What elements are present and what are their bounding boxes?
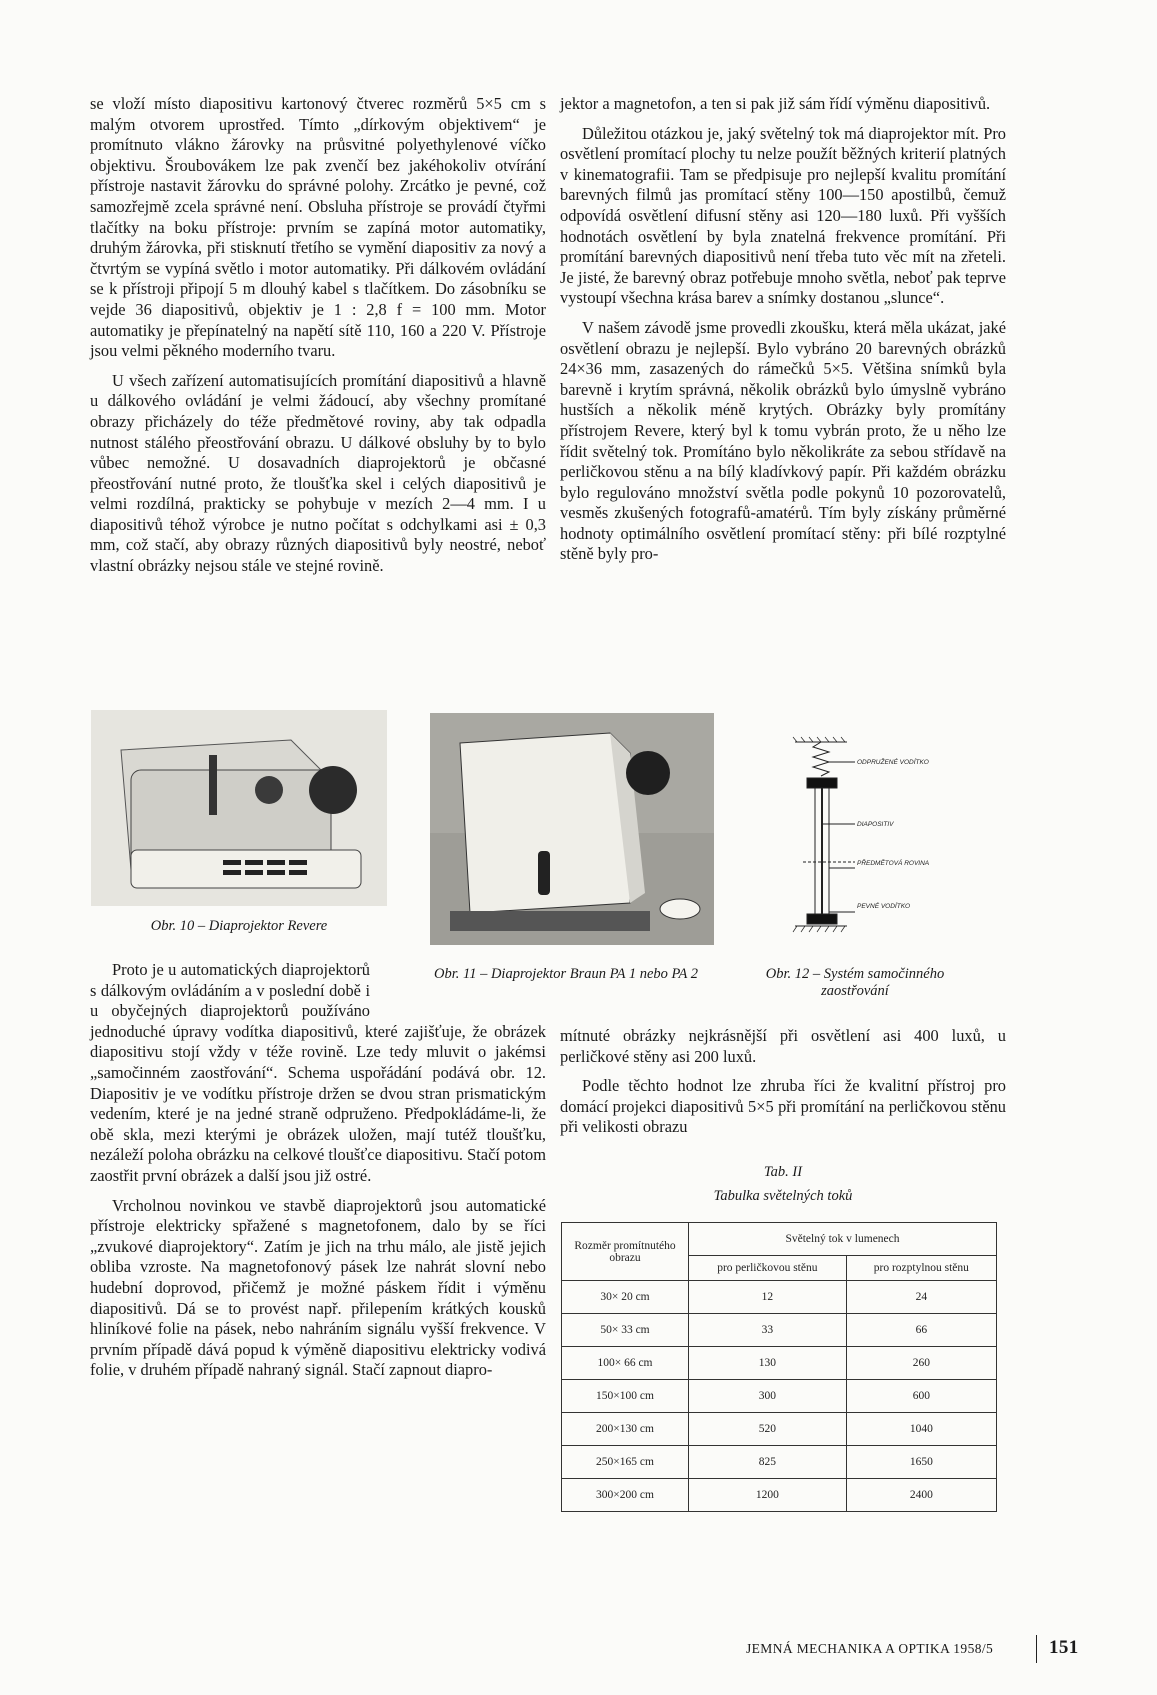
journal-name: JEMNÁ MECHANIKA A OPTIKA 1958/5	[746, 1641, 994, 1656]
table-number: Tab. II	[763, 1164, 803, 1180]
table-row	[562, 1347, 997, 1380]
cell-size: 100× 66 cm	[562, 1347, 689, 1380]
cell-diffuse: 66	[846, 1314, 996, 1347]
cell-diffuse: 24	[846, 1281, 996, 1314]
right-column-bottom	[560, 1026, 1006, 1147]
cell-pearl: 300	[689, 1380, 847, 1413]
cell-pearl: 12	[689, 1281, 847, 1314]
cell-pearl: 520	[689, 1413, 847, 1446]
left-column-top	[90, 94, 546, 586]
projector-revere-image	[91, 710, 387, 906]
cell-pearl: 825	[689, 1446, 847, 1479]
cell-size: 200×130 cm	[562, 1413, 689, 1446]
autofocus-diagram	[785, 736, 985, 946]
column-header-pearl: pro perličkovou stěnu	[689, 1256, 847, 1281]
label-sprung-guide: ODPRUŽENÉ VODÍTKO	[857, 759, 929, 766]
column-header-size: Rozměr promítnutého obrazu	[562, 1223, 689, 1281]
footer-divider	[1036, 1635, 1037, 1663]
figure-12-caption: Obr. 12 – Systém samočinného zaostřování	[765, 966, 945, 999]
table-title: Tabulka světelných toků	[713, 1188, 853, 1204]
page-footer	[746, 1637, 1079, 1658]
figure-11-photo	[430, 713, 714, 945]
table-row	[562, 1479, 997, 1512]
table-row	[562, 1380, 997, 1413]
cell-diffuse: 600	[846, 1380, 996, 1413]
table-row	[562, 1314, 997, 1347]
cell-diffuse: 2400	[846, 1479, 996, 1512]
cell-diffuse: 1650	[846, 1446, 996, 1479]
label-object-plane: PŘEDMĚTOVÁ ROVINA	[857, 860, 930, 867]
column-group-header: Světelný tok v lumenech	[689, 1223, 997, 1256]
figure-10-caption: Obr. 10 – Diaprojektor Revere	[150, 918, 328, 934]
luminous-flux-table	[561, 1222, 997, 1512]
cell-size: 30× 20 cm	[562, 1281, 689, 1314]
cell-size: 250×165 cm	[562, 1446, 689, 1479]
paragraph: Důležitou otázkou je, jaký světelný tok má diaprojektor mít. Pro osvětlení promítací plochy tu nelze použít běžných kriterií platných v kinematografii. Tam se předpisuje pro nejlepší kvalitu promítání barevných filmů jas promítací stěny 100—150 apostilbů, čemuž odpovídá osvětlení difusní stěny asi 120—180 luxů. Při vyšších hodnotách osvětlení by byla znatelná frekvence promítání. Při promítání barevných diapositivů není třeba tuto věc mít na zřeteli. Je jisté, že barevný obraz potřebuje mnoho světla, neboť pak teprve vystoupí všechna krása barev a snímky dostanou „slunce“.	[560, 123, 1006, 308]
cell-pearl: 33	[689, 1314, 847, 1347]
cell-size: 50× 33 cm	[562, 1314, 689, 1347]
paragraph: jektor a magnetofon, a ten si pak již sám řídí výměnu diapositivů.	[560, 94, 991, 113]
figure-10-photo	[91, 710, 387, 906]
label-diapositive: DIAPOSITIV	[857, 821, 894, 828]
paragraph: U všech zařízení automatisujících promítání diapositivů a hlavně u dálkového ovládání je velmi žádoucí, aby všechny promítané obrazy přicházely do téže předmětové roviny, aby tak odpadla nutnost stálého přeostřování obrazu. U dálkové obsluhy by to bylo vůbec nemožné. U dosavadních diaprojektorů je občasné přeostřování nutné proto, že tloušťka skel i celých diapositivů je velmi rozdílná, prakticky se pohybuje v mezích 2—4 mm. I u diapositivů téhož výrobce je nutno počítat s odchylkami asi ± 0,3 mm, což stačí, aby obrazy různých diapositivů byly neostré, neboť vlastní obrázky nejsou stále ve stejné rovině.	[90, 370, 546, 576]
paragraph: Vrcholnou novinkou ve stavbě diaprojektorů jsou automatické přístroje elektricky spřažené s magnetofonem, dalo by se říci „zvukové diaprojektory“. Zatím je jich na trhu málo, ale jistě jejich obliba vzroste. Na magnetofonový pásek lze nahrát slovní nebo hudební doprovod, přičemž je možné páskem řídit i výměnu diapositivů. Dá se to provést např. přilepením krátkých kousků hliníkové folie na pásek, nebo nahráním signálu vyšší frekvence. V prvním případě dává popud k výměně diapositivu elektricky vodivá folie, v druhém případě nahraný signál. Stačí zapnout diapro-	[90, 1195, 546, 1380]
figure-11-caption: Obr. 11 – Diaprojektor Braun PA 1 nebo PA 2	[434, 966, 698, 982]
table-row	[562, 1281, 997, 1314]
cell-pearl: 1200	[689, 1479, 847, 1512]
table-row	[562, 1413, 997, 1446]
column-header-diffuse: pro rozptylnou stěnu	[846, 1256, 996, 1281]
figure-12-diagram	[785, 736, 985, 946]
left-column-bottom	[90, 960, 546, 1390]
table-row	[562, 1446, 997, 1479]
cell-size: 150×100 cm	[562, 1380, 689, 1413]
paragraph: V našem závodě jsme provedli zkoušku, která měla ukázat, jaké osvětlení obrazu je nejlepší. Bylo vybráno 20 barevných obrázků 24×36 mm, zasazených do rámečků 5×5. Většina snímků byla barevně i krytím správná, několik obrázků bylo úmyslně vybráno hustších a několik méně krytých. Obrázky byly promítány přístrojem Revere, který byl k tomu vybrán proto, že u něho lze řídit světelný tok. Promítáno bylo několikráte za sebou střídavě na perličkovou stěnu a na bílý kladívkový papír. Při každém obrázku bylo regulováno množství světla podle pokynů 10 pozorovatelů, vesměs zkušených fotografů-amatérů. Tím byly získány průměrné hodnoty optimálního osvětlení promítací stěny: při bílé rozptylné stěně byly pro-	[560, 317, 1006, 564]
page-number: 151	[1049, 1637, 1079, 1658]
paragraph: mítnuté obrázky nejkrásnější při osvětlení asi 400 luxů, u perličkové stěny asi 200 luxů.	[560, 1026, 1006, 1066]
label-fixed-guide: PEVNÉ VODÍTKO	[857, 903, 911, 910]
paragraph: Proto je u automatických diaprojektorů s dálkovým ovládáním a v poslední době i u obyčejných diaprojektorů používáno jednoduché úpravy vodítka diapositivů, které zajišťuje, že obrázek diapositivu stojí vždy v téže rovině. Lze tedy mluvit o jakémsi „samočinném zaostřování“. Schema uspořádání podává obr. 12. Diapositiv je ve vodítku přístroje držen se dvou stran prismatickým vedením, které je na jedné straně odpruženo. Předpokládáme-li, že obě skla, mezi kterými je obrázek uložen, mají tutéž tloušťku, nezáleží poloha obrázku na celkové tloušťce diapositivu. Stačí potom zaostřit první obrázek a další jsou již ostré.	[90, 960, 546, 1185]
wrap-spacer	[370, 960, 546, 1018]
cell-diffuse: 260	[846, 1347, 996, 1380]
right-column-top	[560, 94, 1006, 574]
cell-pearl: 130	[689, 1347, 847, 1380]
paragraph: Podle těchto hodnot lze zhruba říci že kvalitní přístroj pro domácí projekci diapositivů 5×5 při promítání na perličkovou stěnu při velikosti obrazu	[560, 1076, 1006, 1137]
cell-diffuse: 1040	[846, 1413, 996, 1446]
projector-braun-image	[430, 713, 714, 945]
paragraph: se vloží místo diapositivu kartonový čtverec rozměrů 5×5 cm s malým otvorem uprostřed. Tímto „dírkovým objektivem“ je promítnuto vlákno žárovky na průsvitné polyethylenové víčko objektivu. Šroubovákem lze pak zvenčí bez jakéhokoliv otvírání přístroje nastavit žárovku do správné polohy. Zrcátko je pevné, což samozřejmě zcela správné není. Obsluha přístroje se provádí čtyřmi tlačítky na boku přístroje: prvním se zapíná motor automatiky, druhým žárovka, při stisknutí třetího se vymění diapositiv za nový a čtvrtým se vypíná světlo i motor automatiky. Při dálkovém ovládání se k přístroji připojí 5 m dlouhý kabel s tlačítkem. Do zásobníku se vejde 36 diapositivů, objektiv je 1 : 2,8 f = 100 mm. Motor automatiky je přepínatelný na napětí sítě 110, 160 a 220 V. Přístroje jsou velmi pěkného moderního tvaru.	[90, 94, 546, 361]
cell-size: 300×200 cm	[562, 1479, 689, 1512]
